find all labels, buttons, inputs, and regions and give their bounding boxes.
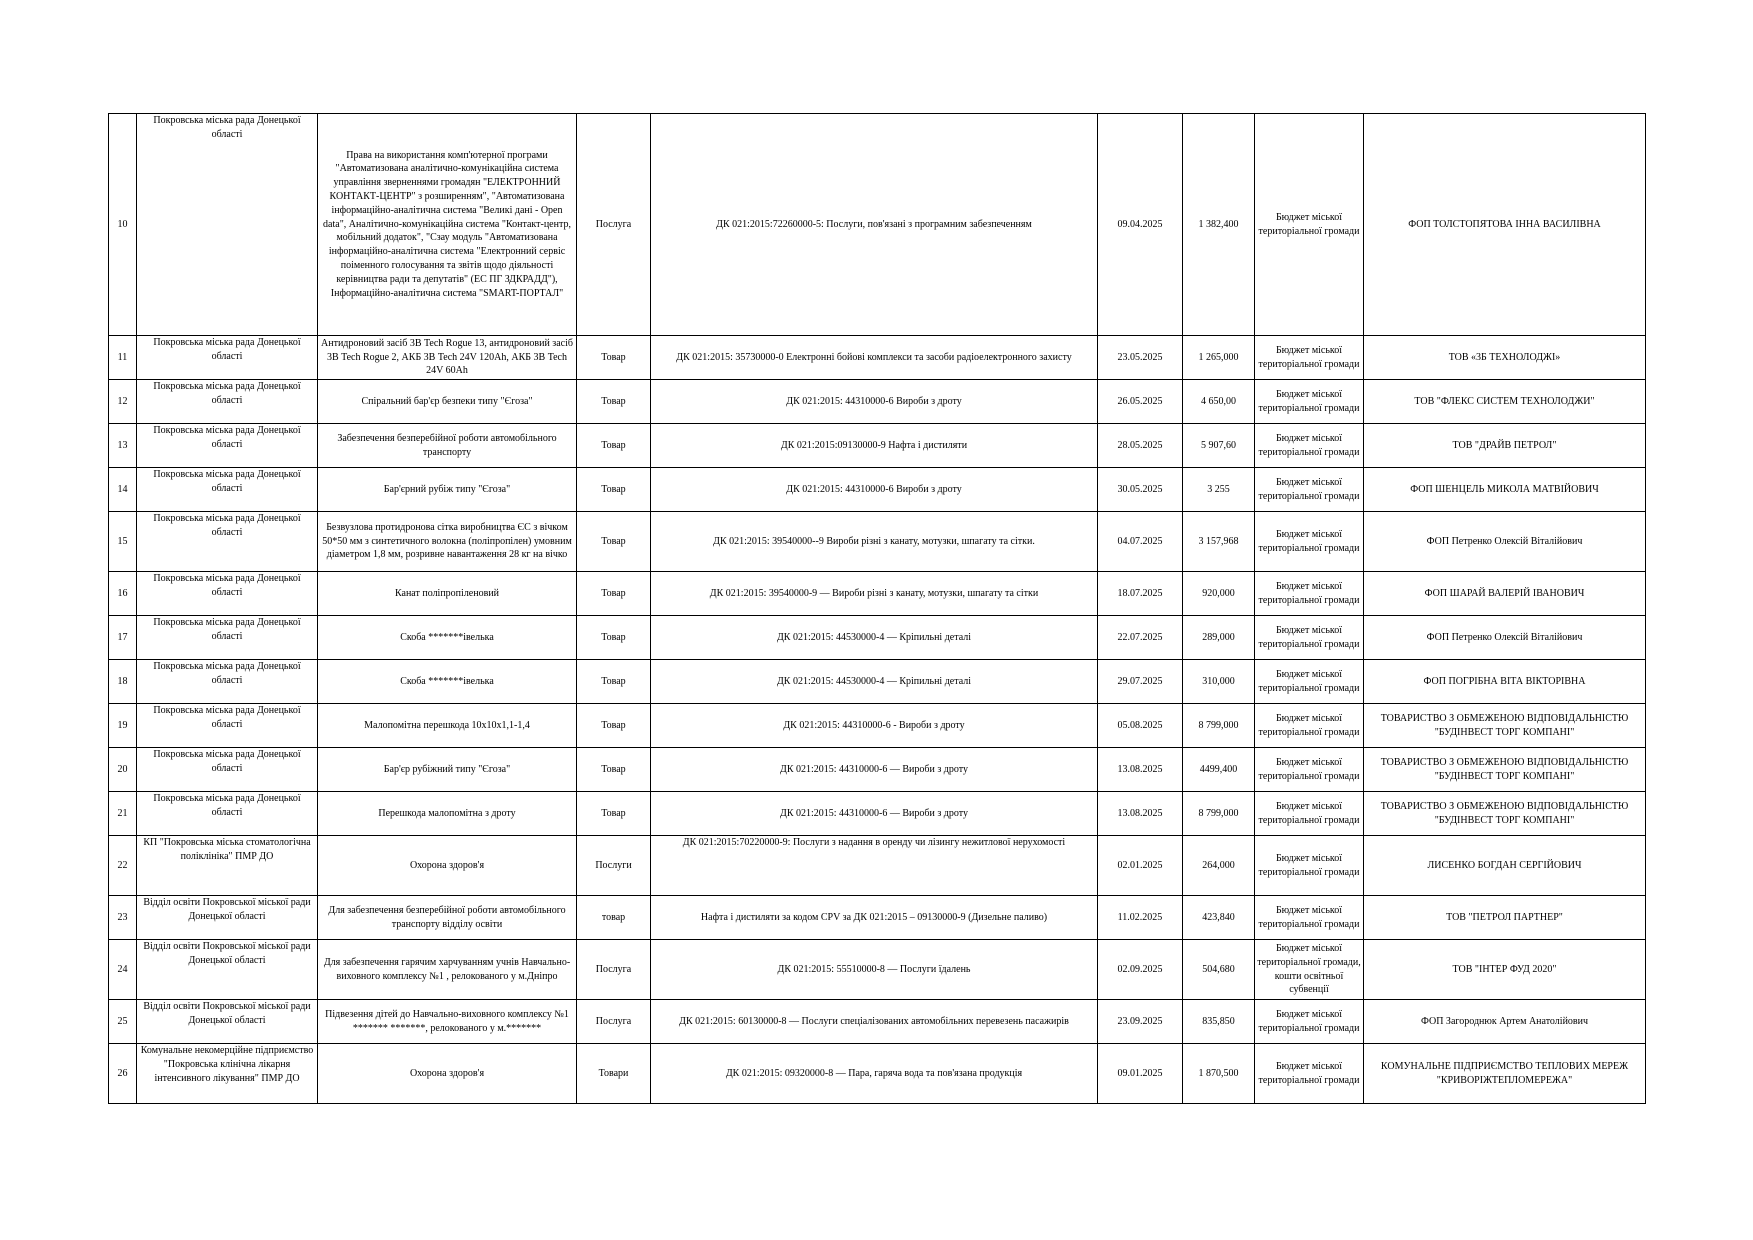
customer-cell: Покровська міська рада Донецької області bbox=[137, 572, 318, 616]
row-number: 17 bbox=[109, 616, 137, 660]
type-cell: Товар bbox=[577, 468, 651, 512]
funding-source-cell: Бюджет міської територіальної громади, кошти освітньої субвенції bbox=[1255, 940, 1364, 1000]
table-row bbox=[109, 424, 1646, 468]
table-row bbox=[109, 616, 1646, 660]
row-number: 11 bbox=[109, 336, 137, 380]
funding-source-cell: Бюджет міської територіальної громади bbox=[1255, 1044, 1364, 1104]
amount-cell: 8 799,000 bbox=[1183, 792, 1255, 836]
supplier-cell: ФОП ШЕНЦЕЛЬ МИКОЛА МАТВІЙОВИЧ bbox=[1364, 468, 1646, 512]
customer-cell: Покровська міська рада Донецької області bbox=[137, 792, 318, 836]
supplier-cell: ЛИСЕНКО БОГДАН СЕРГІЙОВИЧ bbox=[1364, 836, 1646, 896]
customer-cell: Відділ освіти Покровської міської ради Донецької області bbox=[137, 940, 318, 1000]
table-row bbox=[109, 1044, 1646, 1104]
date-cell: 29.07.2025 bbox=[1098, 660, 1183, 704]
funding-source-cell: Бюджет міської територіальної громади bbox=[1255, 896, 1364, 940]
type-cell: товар bbox=[577, 896, 651, 940]
date-cell: 02.01.2025 bbox=[1098, 836, 1183, 896]
table-row bbox=[109, 748, 1646, 792]
customer-cell: Покровська міська рада Донецької області bbox=[137, 380, 318, 424]
table-row bbox=[109, 940, 1646, 1000]
funding-source-cell: Бюджет міської територіальної громади bbox=[1255, 616, 1364, 660]
date-cell: 02.09.2025 bbox=[1098, 940, 1183, 1000]
subject-cell: Права на використання комп'ютерної програми "Автоматизована аналітично-комунікаційна система управління зверненнями громадян "ЕЛЕКТРОННИЙ КОНТАКТ-ЦЕНТР" з розширенням", "Автоматизована інформаційно-аналітична система "Великі дані - Open data", Аналітично-комунікаційна система "Контакт-центр, мобільний додаток", "Сзау модуль "Автоматизована інформаційно-аналітична система "Електронний сервіс поіменного голосування та звітів щодо діяльності керівництва ради та депутатів" (ЕС ПГ ЗДКРАДД"), Інформаційно-аналітична система "SMART-ПОРТАЛ" bbox=[318, 114, 577, 336]
funding-source-cell: Бюджет міської територіальної громади bbox=[1255, 380, 1364, 424]
customer-cell: Покровська міська рада Донецької області bbox=[137, 748, 318, 792]
funding-source-cell: Бюджет міської територіальної громади bbox=[1255, 336, 1364, 380]
subject-cell: Для забезпечення безперебійної роботи автомобільного транспорту відділу освіти bbox=[318, 896, 577, 940]
customer-cell: Покровська міська рада Донецької області bbox=[137, 336, 318, 380]
type-cell: Товар bbox=[577, 336, 651, 380]
customer-cell: Відділ освіти Покровської міської ради Донецької області bbox=[137, 1000, 318, 1044]
table-row bbox=[109, 704, 1646, 748]
row-number: 19 bbox=[109, 704, 137, 748]
amount-cell: 264,000 bbox=[1183, 836, 1255, 896]
table-row bbox=[109, 572, 1646, 616]
customer-cell: Покровська міська рада Донецької області bbox=[137, 424, 318, 468]
table-row bbox=[109, 114, 1646, 336]
type-cell: Товар bbox=[577, 380, 651, 424]
table-row bbox=[109, 380, 1646, 424]
date-cell: 26.05.2025 bbox=[1098, 380, 1183, 424]
supplier-cell: ФОП Загороднюк Артем Анатолійович bbox=[1364, 1000, 1646, 1044]
subject-cell: Антидроновий засіб 3В Tech Rogue 13, антидроновий засіб 3В Tech Rogue 2, АКБ 3В Tech 24V 120Ah, АКБ 3В Tech 24V 60Ah bbox=[318, 336, 577, 380]
cpv-code-cell: ДК 021:2015:72260000-5: Послуги, пов'язані з програмним забезпеченням bbox=[651, 114, 1098, 336]
type-cell: Товар bbox=[577, 748, 651, 792]
date-cell: 04.07.2025 bbox=[1098, 512, 1183, 572]
row-number: 22 bbox=[109, 836, 137, 896]
table-row bbox=[109, 792, 1646, 836]
supplier-cell: ТОВАРИСТВО З ОБМЕЖЕНОЮ ВІДПОВІДАЛЬНІСТЮ "БУДІНВЕСТ ТОРГ КОМПАНІ" bbox=[1364, 748, 1646, 792]
subject-cell: Підвезення дітей до Навчально-виховного комплексу №1 ******* *******, релокованого у м.******* bbox=[318, 1000, 577, 1044]
cpv-code-cell: ДК 021:2015: 44530000-4 — Кріпильні деталі bbox=[651, 616, 1098, 660]
customer-cell: Покровська міська рада Донецької області bbox=[137, 704, 318, 748]
supplier-cell: ТОВ «3Б ТЕХНОЛОДЖІ» bbox=[1364, 336, 1646, 380]
funding-source-cell: Бюджет міської територіальної громади bbox=[1255, 468, 1364, 512]
cpv-code-cell: ДК 021:2015:70220000-9: Послуги з надання в оренду чи лізингу нежитлової нерухомості bbox=[651, 836, 1098, 896]
row-number: 23 bbox=[109, 896, 137, 940]
funding-source-cell: Бюджет міської територіальної громади bbox=[1255, 792, 1364, 836]
type-cell: Товар bbox=[577, 616, 651, 660]
date-cell: 09.01.2025 bbox=[1098, 1044, 1183, 1104]
date-cell: 30.05.2025 bbox=[1098, 468, 1183, 512]
funding-source-cell: Бюджет міської територіальної громади bbox=[1255, 1000, 1364, 1044]
amount-cell: 289,000 bbox=[1183, 616, 1255, 660]
date-cell: 13.08.2025 bbox=[1098, 792, 1183, 836]
funding-source-cell: Бюджет міської територіальної громади bbox=[1255, 704, 1364, 748]
type-cell: Послуга bbox=[577, 114, 651, 336]
type-cell: Товар bbox=[577, 792, 651, 836]
amount-cell: 1 265,000 bbox=[1183, 336, 1255, 380]
subject-cell: Спіральний бар'єр безпеки типу "Єгоза" bbox=[318, 380, 577, 424]
table-row bbox=[109, 468, 1646, 512]
customer-cell: Покровська міська рада Донецької області bbox=[137, 660, 318, 704]
subject-cell: Забезпечення безперебійної роботи автомобільного транспорту bbox=[318, 424, 577, 468]
amount-cell: 504,680 bbox=[1183, 940, 1255, 1000]
subject-cell: Охорона здоров'я bbox=[318, 1044, 577, 1104]
supplier-cell: ТОВ "ФЛЕКС СИСТЕМ ТЕХНОЛОДЖИ" bbox=[1364, 380, 1646, 424]
supplier-cell: КОМУНАЛЬНЕ ПІДПРИЄМСТВО ТЕПЛОВИХ МЕРЕЖ "КРИВОРІЖТЕПЛОМЕРЕЖА" bbox=[1364, 1044, 1646, 1104]
row-number: 26 bbox=[109, 1044, 137, 1104]
funding-source-cell: Бюджет міської територіальної громади bbox=[1255, 748, 1364, 792]
cpv-code-cell: ДК 021:2015: 44530000-4 — Кріпильні деталі bbox=[651, 660, 1098, 704]
amount-cell: 3 255 bbox=[1183, 468, 1255, 512]
subject-cell: Охорона здоров'я bbox=[318, 836, 577, 896]
funding-source-cell: Бюджет міської територіальної громади bbox=[1255, 572, 1364, 616]
cpv-code-cell: ДК 021:2015: 35730000-0 Електронні бойові комплекси та засоби радіоелектронного захисту bbox=[651, 336, 1098, 380]
cpv-code-cell: ДК 021:2015:09130000-9 Нафта і дистиляти bbox=[651, 424, 1098, 468]
cpv-code-cell: ДК 021:2015: 44310000-6 Вироби з дроту bbox=[651, 380, 1098, 424]
amount-cell: 4499,400 bbox=[1183, 748, 1255, 792]
funding-source-cell: Бюджет міської територіальної громади bbox=[1255, 836, 1364, 896]
table-row bbox=[109, 836, 1646, 896]
row-number: 13 bbox=[109, 424, 137, 468]
table-row bbox=[109, 512, 1646, 572]
type-cell: Товар bbox=[577, 572, 651, 616]
row-number: 10 bbox=[109, 114, 137, 336]
date-cell: 23.05.2025 bbox=[1098, 336, 1183, 380]
supplier-cell: ФОП ТОЛСТОПЯТОВА ІННА ВАСИЛІВНА bbox=[1364, 114, 1646, 336]
supplier-cell: ФОП Петренко Олексій Віталійович bbox=[1364, 512, 1646, 572]
supplier-cell: ФОП Петренко Олексій Віталійович bbox=[1364, 616, 1646, 660]
date-cell: 23.09.2025 bbox=[1098, 1000, 1183, 1044]
table-row bbox=[109, 660, 1646, 704]
amount-cell: 1 870,500 bbox=[1183, 1044, 1255, 1104]
subject-cell: Безвузлова протидронова сітка виробництва ЄС з вічком 50*50 мм з синтетичного волокна (поліпропілен) умовним діаметром 1,8 мм, розривне навантаження 28 кг на вічко bbox=[318, 512, 577, 572]
amount-cell: 920,000 bbox=[1183, 572, 1255, 616]
amount-cell: 835,850 bbox=[1183, 1000, 1255, 1044]
cpv-code-cell: Нафта і дистиляти за кодом CPV за ДК 021:2015 – 09130000-9 (Дизельне паливо) bbox=[651, 896, 1098, 940]
type-cell: Товари bbox=[577, 1044, 651, 1104]
supplier-cell: ТОВ "ДРАЙВ ПЕТРОЛ" bbox=[1364, 424, 1646, 468]
type-cell: Товар bbox=[577, 424, 651, 468]
funding-source-cell: Бюджет міської територіальної громади bbox=[1255, 424, 1364, 468]
date-cell: 05.08.2025 bbox=[1098, 704, 1183, 748]
date-cell: 18.07.2025 bbox=[1098, 572, 1183, 616]
row-number: 15 bbox=[109, 512, 137, 572]
funding-source-cell: Бюджет міської територіальної громади bbox=[1255, 114, 1364, 336]
supplier-cell: ТОВ "ПЕТРОЛ ПАРТНЕР" bbox=[1364, 896, 1646, 940]
table-row bbox=[109, 1000, 1646, 1044]
row-number: 16 bbox=[109, 572, 137, 616]
cpv-code-cell: ДК 021:2015: 44310000-6 — Вироби з дроту bbox=[651, 748, 1098, 792]
date-cell: 11.02.2025 bbox=[1098, 896, 1183, 940]
supplier-cell: ТОВ "ІНТЕР ФУД 2020" bbox=[1364, 940, 1646, 1000]
amount-cell: 310,000 bbox=[1183, 660, 1255, 704]
supplier-cell: ФОП ПОГРІБНА ВІТА ВІКТОРІВНА bbox=[1364, 660, 1646, 704]
cpv-code-cell: ДК 021:2015: 09320000-8 — Пара, гаряча вода та пов'язана продукція bbox=[651, 1044, 1098, 1104]
subject-cell: Перешкода малопомітна з дроту bbox=[318, 792, 577, 836]
customer-cell: Відділ освіти Покровської міської ради Донецької області bbox=[137, 896, 318, 940]
funding-source-cell: Бюджет міської територіальної громади bbox=[1255, 512, 1364, 572]
supplier-cell: ФОП ШАРАЙ ВАЛЕРІЙ ІВАНОВИЧ bbox=[1364, 572, 1646, 616]
amount-cell: 5 907,60 bbox=[1183, 424, 1255, 468]
amount-cell: 1 382,400 bbox=[1183, 114, 1255, 336]
customer-cell: КП "Покровська міська стоматологічна поліклініка" ПМР ДО bbox=[137, 836, 318, 896]
date-cell: 22.07.2025 bbox=[1098, 616, 1183, 660]
customer-cell: Комунальне некомерційне підприємство "Покровська клінічна лікарня інтенсивного лікування" ПМР ДО bbox=[137, 1044, 318, 1104]
customer-cell: Покровська міська рада Донецької області bbox=[137, 512, 318, 572]
type-cell: Послуга bbox=[577, 1000, 651, 1044]
customer-cell: Покровська міська рада Донецької області bbox=[137, 468, 318, 512]
cpv-code-cell: ДК 021:2015: 55510000-8 — Послуги їдалень bbox=[651, 940, 1098, 1000]
table-row bbox=[109, 896, 1646, 940]
amount-cell: 3 157,968 bbox=[1183, 512, 1255, 572]
amount-cell: 4 650,00 bbox=[1183, 380, 1255, 424]
supplier-cell: ТОВАРИСТВО З ОБМЕЖЕНОЮ ВІДПОВІДАЛЬНІСТЮ "БУДІНВЕСТ ТОРГ КОМПАНІ" bbox=[1364, 792, 1646, 836]
funding-source-cell: Бюджет міської територіальної громади bbox=[1255, 660, 1364, 704]
row-number: 21 bbox=[109, 792, 137, 836]
cpv-code-cell: ДК 021:2015: 39540000-9 — Вироби різні з канату, мотузки, шпагату та сітки bbox=[651, 572, 1098, 616]
date-cell: 13.08.2025 bbox=[1098, 748, 1183, 792]
subject-cell: Бар'єр рубіжний типу "Єгоза" bbox=[318, 748, 577, 792]
supplier-cell: ТОВАРИСТВО З ОБМЕЖЕНОЮ ВІДПОВІДАЛЬНІСТЮ "БУДІНВЕСТ ТОРГ КОМПАНІ" bbox=[1364, 704, 1646, 748]
type-cell: Послуги bbox=[577, 836, 651, 896]
subject-cell: Скоба *******івелька bbox=[318, 616, 577, 660]
date-cell: 28.05.2025 bbox=[1098, 424, 1183, 468]
type-cell: Товар bbox=[577, 660, 651, 704]
type-cell: Послуга bbox=[577, 940, 651, 1000]
cpv-code-cell: ДК 021:2015: 44310000-6 — Вироби з дроту bbox=[651, 792, 1098, 836]
cpv-code-cell: ДК 021:2015: 39540000--9 Вироби різні з канату, мотузки, шпагату та сітки. bbox=[651, 512, 1098, 572]
cpv-code-cell: ДК 021:2015: 60130000-8 — Послуги спеціалізованих автомобільних перевезень пасажирів bbox=[651, 1000, 1098, 1044]
subject-cell: Для забезпечення гарячим харчуванням учнів Навчально-виховного комплексу №1 , релокованого у м.Дніпро bbox=[318, 940, 577, 1000]
subject-cell: Канат поліпропіленовий bbox=[318, 572, 577, 616]
row-number: 20 bbox=[109, 748, 137, 792]
amount-cell: 423,840 bbox=[1183, 896, 1255, 940]
customer-cell: Покровська міська рада Донецької області bbox=[137, 616, 318, 660]
type-cell: Товар bbox=[577, 704, 651, 748]
procurement-table bbox=[108, 113, 1646, 1104]
row-number: 14 bbox=[109, 468, 137, 512]
row-number: 24 bbox=[109, 940, 137, 1000]
cpv-code-cell: ДК 021:2015: 44310000-6 Вироби з дроту bbox=[651, 468, 1098, 512]
row-number: 18 bbox=[109, 660, 137, 704]
customer-cell: Покровська міська рада Донецької області bbox=[137, 114, 318, 336]
subject-cell: Скоба *******івелька bbox=[318, 660, 577, 704]
cpv-code-cell: ДК 021:2015: 44310000-6 - Вироби з дроту bbox=[651, 704, 1098, 748]
subject-cell: Малопомітна перешкода 10х10х1,1-1,4 bbox=[318, 704, 577, 748]
table-row bbox=[109, 336, 1646, 380]
amount-cell: 8 799,000 bbox=[1183, 704, 1255, 748]
row-number: 25 bbox=[109, 1000, 137, 1044]
date-cell: 09.04.2025 bbox=[1098, 114, 1183, 336]
subject-cell: Бар'єрний рубіж типу "Єгоза" bbox=[318, 468, 577, 512]
type-cell: Товар bbox=[577, 512, 651, 572]
row-number: 12 bbox=[109, 380, 137, 424]
